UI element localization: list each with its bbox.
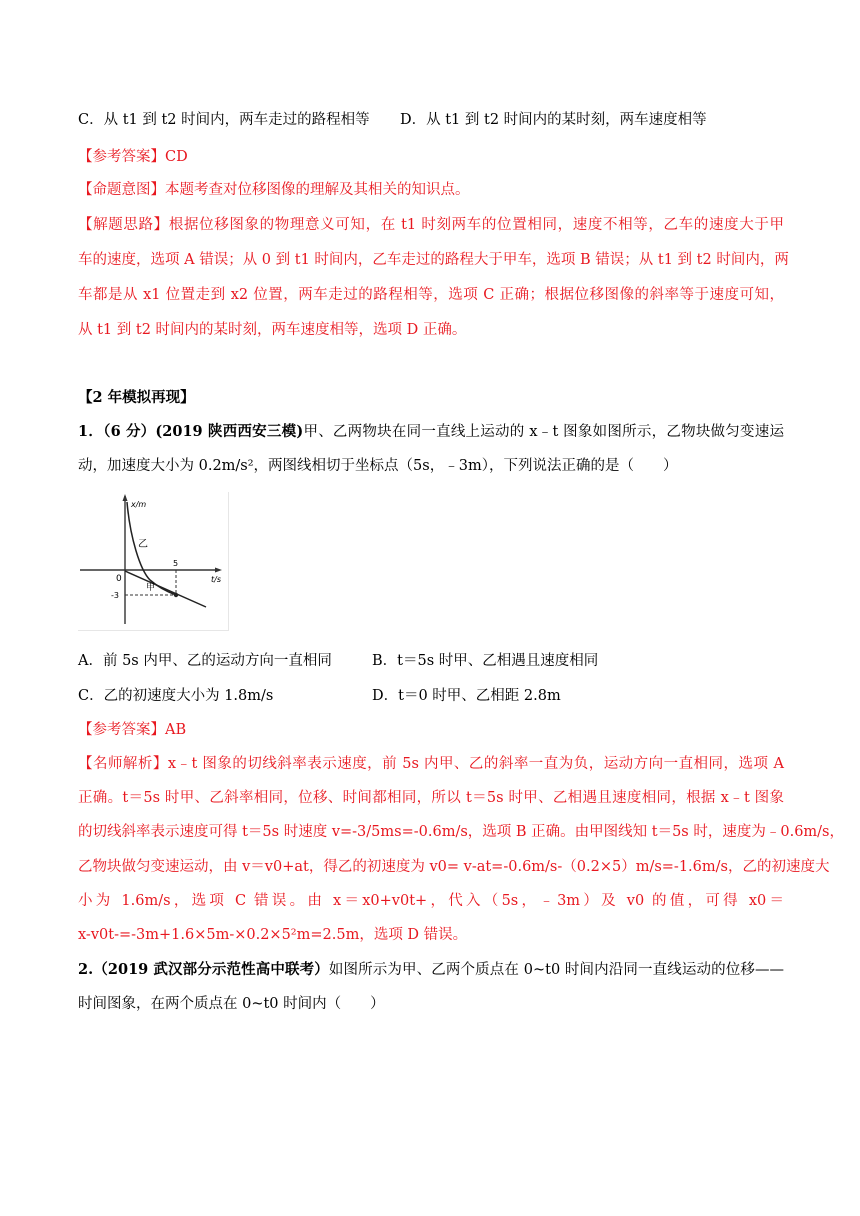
q1-option-c: C．乙的初速度大小为 1.8m/s: [78, 688, 274, 704]
y-axis-label: x/m: [131, 500, 147, 509]
x-t-graph: [78, 492, 228, 630]
q1-stem-line2: 动，加速度大小为 0.2m/s²，两图线相切于坐标点（5s，﹣3m），下列说法正确的是（ ）: [78, 458, 678, 474]
q1-option-b: B．t＝5s 时甲、乙相遇且速度相同: [372, 653, 599, 669]
q1-analysis-line5: 小为 1.6m/s，选项 C 错误。由 x＝x0+v0t+，代入（5s，﹣3m）及 v0 的值，可得 x0＝: [78, 893, 784, 909]
intent-prev: 【命题意图】本题考查对位移图像的理解及其相关的知识点。: [78, 182, 470, 198]
curve-yi: [127, 502, 179, 595]
q1-option-a: A．前 5s 内甲、乙的运动方向一直相同: [78, 653, 332, 669]
q1-stem-line1: 1．（6 分）(2019 陕西西安三模)甲、乙两物块在同一直线上运动的 x﹣t 图象如图所示，乙物块做匀变速运: [78, 423, 784, 440]
q1-figure: [78, 492, 229, 631]
q1-analysis-line1: 【名师解析】x﹣t 图象的切线斜率表示速度，前 5s 内甲、乙的斜率一直为负，运动方向一直相同，选项 A: [78, 756, 785, 772]
tick-x-5: 5: [173, 559, 179, 568]
answer-prev: 【参考答案】CD: [78, 149, 188, 165]
x-axis-label: t/s: [211, 575, 221, 584]
q1-analysis-line6: x-v0t-=-3m+1.6×5m-×0.2×5²m=2.5m，选项 D 错误。: [78, 927, 468, 943]
option-d-prev: D．从 t1 到 t2 时间内的某时刻，两车速度相等: [400, 112, 707, 128]
label-jia: 甲: [146, 583, 156, 593]
analysis-prev-line4: 从 t1 到 t2 时间内的某时刻，两车速度相等，选项 D 正确。: [78, 322, 467, 338]
q2-stem-line2: 时间图象，在两个质点在 0~t0 时间内（ ）: [78, 996, 385, 1012]
tick-y-neg3: -3: [111, 591, 119, 600]
label-yi: 乙: [138, 539, 148, 550]
origin-label: 0: [116, 574, 122, 584]
q1-analysis-line3: 的切线斜率表示速度可得 t＝5s 时速度 v=-3/5ms=-0.6m/s，选项 B 正确。由甲图线知 t＝5s 时，速度为﹣0.6m/s，: [78, 824, 844, 840]
q1-analysis-line2: 正确。t＝5s 时甲、乙斜率相同，位移、时间都相同，所以 t＝5s 时甲、乙相遇且速度相同，根据 x﹣t 图象: [78, 790, 784, 806]
analysis-prev-line1: 【解题思路】根据位移图象的物理意义可知，在 t1 时刻两车的位置相同，速度不相等，乙车的速度大于甲: [78, 217, 784, 233]
q2-stem-line1: 2.（2019 武汉部分示范性高中联考）如图所示为甲、乙两个质点在 0~t0 时间内沿同一直线运动的位移——: [78, 961, 784, 978]
analysis-prev-line3: 车都是从 x1 位置走到 x2 位置，两车走过的路程相等，选项 C 正确；根据位移图像的斜率等于速度可知，: [78, 287, 784, 303]
section-title: 【2 年模拟再现】: [78, 389, 195, 406]
q1-answer: 【参考答案】AB: [78, 722, 187, 738]
line-jia: [125, 571, 206, 607]
q1-analysis-line4: 乙物块做匀变速运动，由 v＝v0+at，得乙的初速度为 v0= v-at=-0.6m/s-（0.2×5）m/s=-1.6m/s，乙的初速度大: [78, 859, 830, 875]
analysis-prev-line2: 车的速度，选项 A 错误；从 0 到 t1 时间内，乙车走过的路程大于甲车，选项 B 错误；从 t1 到 t2 时间内，两: [78, 252, 789, 268]
q1-option-d: D．t＝0 时甲、乙相距 2.8m: [372, 688, 561, 704]
option-c-prev: C．从 t1 到 t2 时间内，两车走过的路程相等: [78, 112, 370, 128]
